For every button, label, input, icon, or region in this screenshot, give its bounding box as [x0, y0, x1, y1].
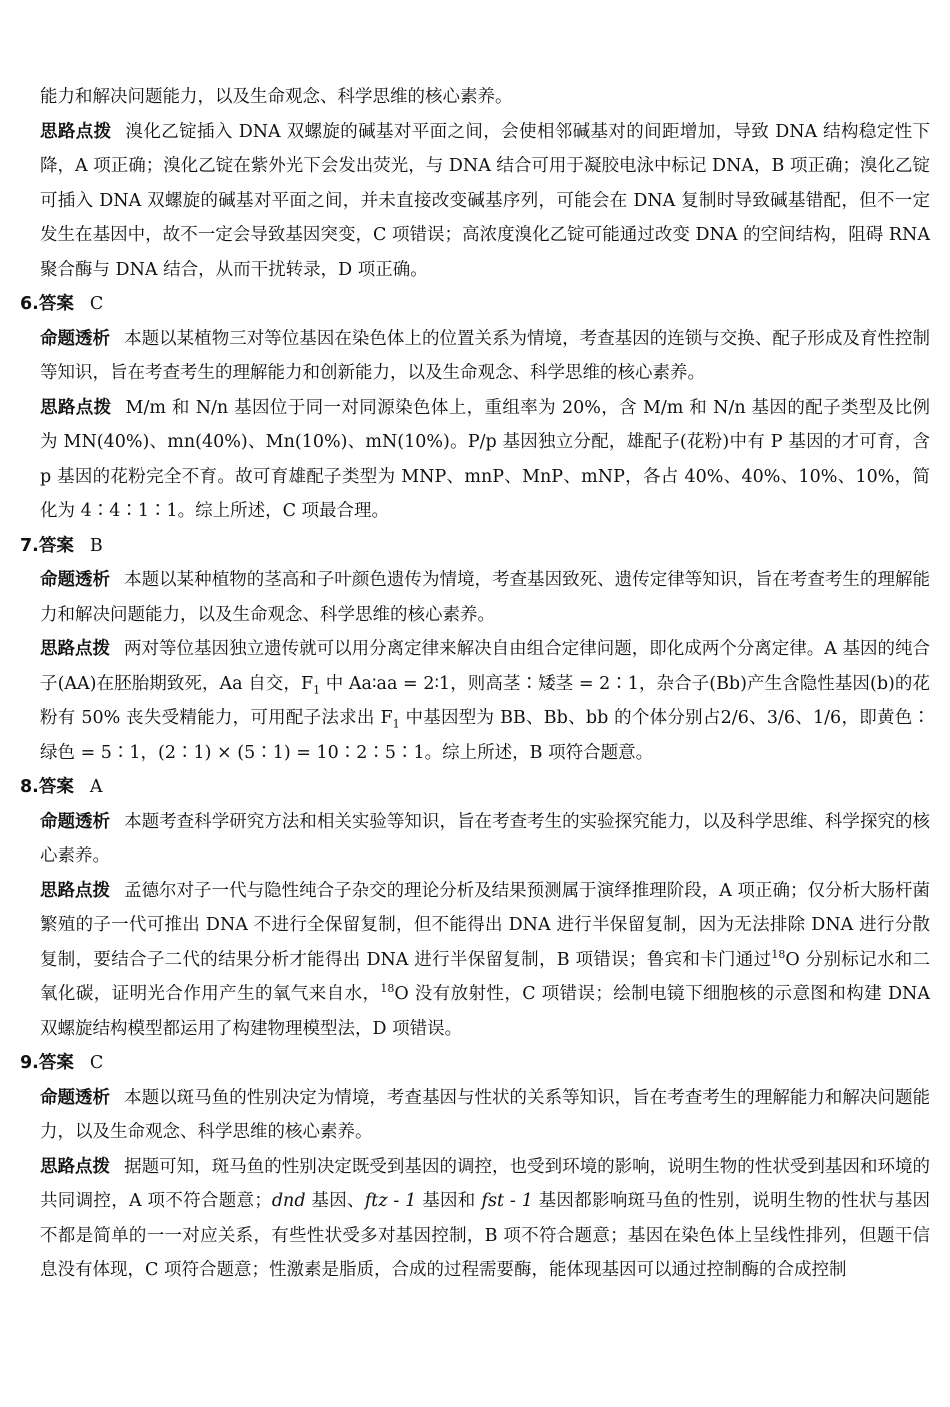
analysis-label: 思路点拨 [40, 397, 112, 418]
answer-value: C [89, 294, 104, 314]
answer-label: 答案 [38, 535, 74, 556]
analysis-label: 思路点拨 [40, 121, 112, 142]
q9-answer [20, 1046, 930, 1081]
q8-intent: 命题透析 本题考查科学研究方法和相关实验等知识，旨在考查考生的实验探究能力，以及科学思维、科学探究的核心素养。 [40, 811, 931, 866]
answer-page [20, 80, 931, 1288]
analysis-label: 思路点拨 [40, 639, 111, 659]
answer-label: 答案 [38, 1053, 74, 1073]
answer-value: A [89, 777, 103, 797]
q6-analysis: 思路点拨 M/m 和 N/n 基因位于同一对同源染色体上，重组率为 20%，含 M/m 和 N/n 基因的配子类型及比例为 MN(40%)、mn(40%)、Mn(10%)、mN(10%)。P/p 基因独立分配，雄配子(花粉)中有 P 基因的才可育，含 p 基因的花粉完全不育。故可育雄配子类型为 MNP、mnP、MnP、mNP，各占 40%、40%、10%、10%，简化为 4∶4∶1∶1。综上所述，C 项最合理。 [40, 397, 930, 521]
gene-name: dnd [271, 1191, 306, 1211]
gene-name: fst - 1 [481, 1191, 533, 1211]
answer-label: 答案 [38, 777, 74, 797]
q8-analysis: 思路点拨 孟德尔对子一代与隐性纯合子杂交的理论分析及结果预测属于演绎推理阶段，A 项正确；仅分析大肠杆菌繁殖的子一代可推出 DNA 不进行全保留复制，但不能得出 DNA 进行半保留复制，因为无法排除 DNA 进行分散复制，要结合子二代的结果分析才能得出 DNA 进行半保留复制，B 项错误；鲁宾和卡门通过$^{18}$O 分别标记水和二氧化碳，证明光合作用产生的氧气来自水，$^{18}$O 没有放射性，C 项错误；绘制电镜下细胞核的示意图和构建 DNA 双螺旋结构模型都运用了构建物理模型法，D 项错误。 [40, 880, 931, 1039]
intent-label: 命题透析 [40, 1087, 111, 1108]
gene-name: ftz - 1 [364, 1191, 417, 1211]
q7-answer [20, 529, 930, 564]
q9-analysis: 思路点拨 据题可知，斑马鱼的性别决定既受到基因的调控，也受到环境的影响，说明生物的性状受到基因和环境的共同调控，A 项不符合题意；dnd 基因、ftz - 1 基因和 fst - 1 基因都影响斑马鱼的性别，说明生物的性状与基因不都是简单的一一对应关系，有些性状受多对基因控制，B 项不符合题意；基因在染色体上呈线性排列，但题干信息没有体现，C 项符合题意；性激素是脂质，合成的过程需要酶，能体现基因可以通过控制酶的合成控制 [40, 1156, 931, 1280]
q7-intent: 命题透析 本题以某种植物的茎高和子叶颜色遗传为情境，考查基因致死、遗传定律等知识，旨在考查考生的理解能力和解决问题能力，以及生命观念、科学思维的核心素养。 [40, 570, 931, 625]
q5-analysis: 思路点拨 溴化乙锭插入 DNA 双螺旋的碱基对平面之间，会使相邻碱基对的间距增加，导致 DNA 结构稳定性下降，A 项正确；溴化乙锭在紫外光下会发出荧光，与 DNA 结合可用于凝胶电泳中标记 DNA，B 项正确；溴化乙锭可插入 DNA 双螺旋的碱基对平面之间，并未直接改变碱基序列，可能会在 DNA 复制时导致碱基错配，但不一定发生在基因中，故不一定会导致基因突变，C 项错误；高浓度溴化乙锭可能通过改变 DNA 的空间结构，阻碍 RNA 聚合酶与 DNA 结合，从而干扰转录，D 项正确。 [40, 121, 931, 280]
q9-intent: 命题透析 本题以斑马鱼的性别决定为情境，考查基因与性状的关系等知识，旨在考查考生的理解能力和解决问题能力，以及生命观念、科学思维的核心素养。 [40, 1087, 931, 1142]
intent-label: 命题透析 [40, 811, 111, 832]
answer-label: 答案 [38, 294, 74, 314]
q7-analysis: 思路点拨 两对等位基因独立遗传就可以用分离定律来解决自由组合定律问题，即化成两个分离定律。A 基因的纯合子(AA)在胚胎期致死，Aa 自交，$F_1$ 中 Aa∶aa = 2∶1，则高茎∶矮茎 = 2∶1，杂合子(Bb)产生含隐性基因(b)的花粉有 50% 丧失受精能力，可用配子法求出 $F_1$ 中基因型为 BB、Bb、bb 的个体分别占2/6、3/6、1/6，即黄色∶绿色 = 5∶1，(2∶1) × (5∶1) = 10∶2∶5∶1。综上所述，B 项符合题意。 [40, 639, 931, 763]
q8-answer [20, 770, 930, 805]
analysis-label: 思路点拨 [40, 880, 111, 901]
q6-answer [20, 287, 930, 322]
question-number: 8. [20, 777, 39, 797]
answer-value: C [89, 1053, 104, 1073]
question-number: 7. [20, 535, 39, 556]
carry-over-text: 能力和解决问题能力，以及生命观念、科学思维的核心素养。 [40, 87, 513, 107]
answer-value: B [89, 535, 103, 556]
question-number: 6. [20, 294, 39, 314]
q6-intent: 命题透析 本题以某植物三对等位基因在染色体上的位置关系为情境，考查基因的连锁与交换、配子形成及育性控制等知识，旨在考查考生的理解能力和创新能力，以及生命观念、科学思维的核心素养。 [40, 328, 931, 383]
analysis-label: 思路点拨 [40, 1156, 111, 1177]
intent-label: 命题透析 [40, 328, 111, 349]
intent-label: 命题透析 [40, 570, 111, 590]
question-number: 9. [20, 1053, 39, 1073]
